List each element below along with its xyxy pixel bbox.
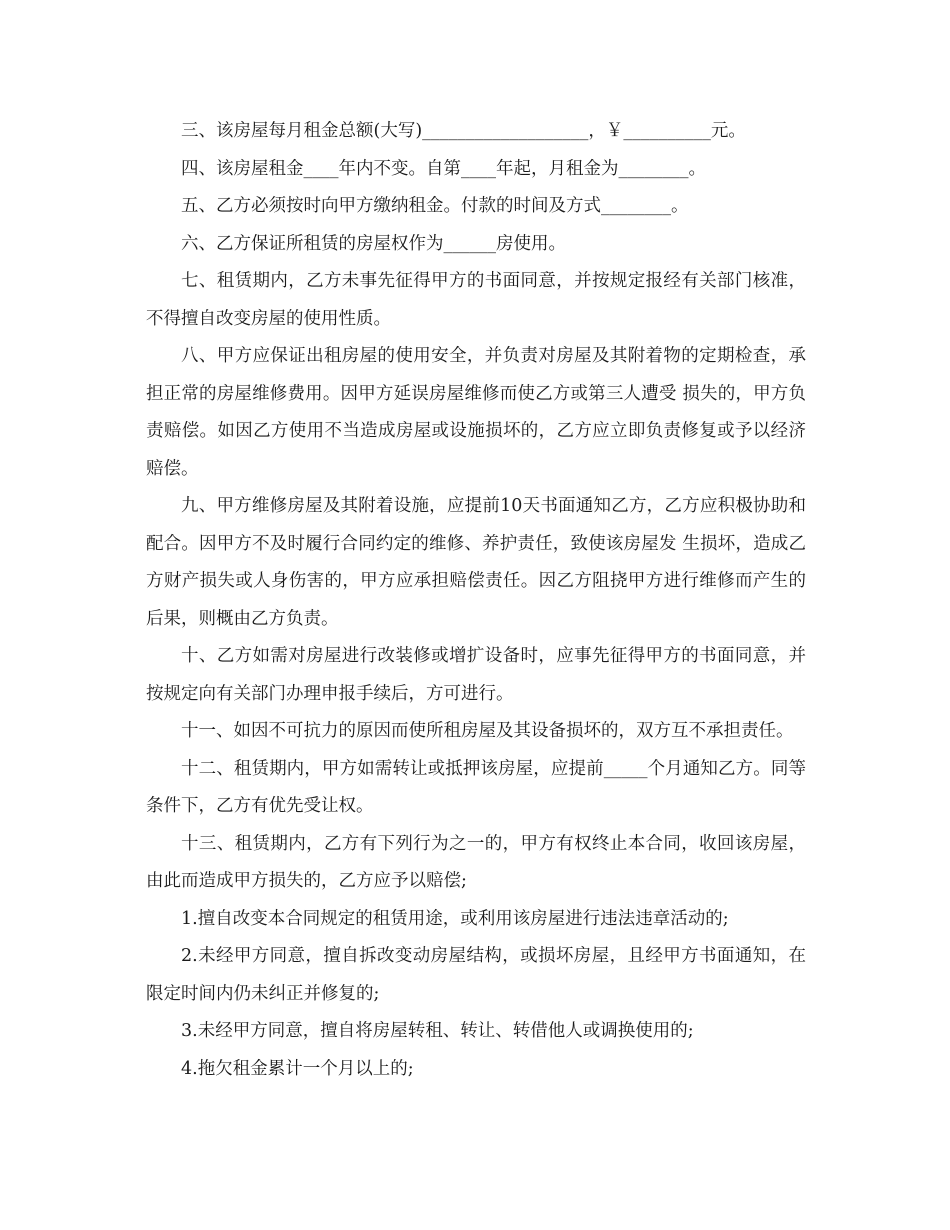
- clause-6-usage-purpose: 六、乙方保证所租赁的房屋权作为______房使用。: [181, 233, 566, 254]
- clause-13-termination: 十三、租赁期内，乙方有下列行为之一的，甲方有权终止本合同，收回该房屋，由此而造成甲方损失的，乙方应予以赔偿;: [146, 833, 806, 891]
- termination-item-2: 2.未经甲方同意，擅自拆改变动房屋结构，或损坏房屋，且经甲方书面通知，在限定时间内仍未纠正并修复的;: [146, 946, 806, 1004]
- clause-9-repair-notice: 九、甲方维修房屋及其附着设施，应提前10天书面通知乙方，乙方应积极协助和配合。因甲方不及时履行合同约定的维修、养护责任，致使该房屋发 生损坏，造成乙方财产损失或人身伤害的，甲方应承担赔偿责任。因乙方阻挠甲方进行维修而产生的后果，则概由乙方负责。: [146, 496, 806, 629]
- clause-11-force-majeure: 十一、如因不可抗力的原因而使所租房屋及其设备损坏的，双方互不承担责任。: [181, 721, 794, 741]
- termination-item-4: 4.拖欠租金累计一个月以上的;: [181, 1058, 414, 1079]
- clause-12-transfer-priority: 十二、租赁期内，甲方如需转让或抵押该房屋，应提前_____个月通知乙方。同等条件下，乙方有优先受让权。: [146, 758, 806, 816]
- clause-8-maintenance: 八、甲方应保证出租房屋的使用安全，并负责对房屋及其附着物的定期检查，承担正常的房屋维修费用。因甲方延误房屋维修而使乙方或第三人遭受 损失的，甲方负责赔偿。如因乙方使用不当造成房屋或设施损坏的，乙方应立即负责修复或予以经济赔偿。: [146, 346, 806, 479]
- clause-7-usage-change: 七、租赁期内，乙方未事先征得甲方的书面同意，并按规定报经有关部门核准，不得擅自改变房屋的使用性质。: [146, 271, 806, 329]
- document-body: [146, 113, 806, 1088]
- termination-item-1: 1.擅自改变本合同规定的租赁用途，或利用该房屋进行违法违章活动的;: [181, 908, 729, 929]
- clause-4-rent-fixed-period: 四、该房屋租金____年内不变。自第____年起，月租金为________。: [181, 158, 706, 179]
- termination-item-3: 3.未经甲方同意，擅自将房屋转租、转让、转借他人或调换使用的;: [181, 1021, 694, 1041]
- clause-10-renovation: 十、乙方如需对房屋进行改装修或增扩设备时，应事先征得甲方的书面同意，并按规定向有关部门办理申报手续后，方可进行。: [146, 646, 806, 704]
- clause-5-payment-method: 五、乙方必须按时向甲方缴纳租金。付款的时间及方式________。: [181, 196, 689, 216]
- clause-3-rent-amount: 三、该房屋每月租金总额(大写)___________________，￥__________元。: [181, 121, 746, 141]
